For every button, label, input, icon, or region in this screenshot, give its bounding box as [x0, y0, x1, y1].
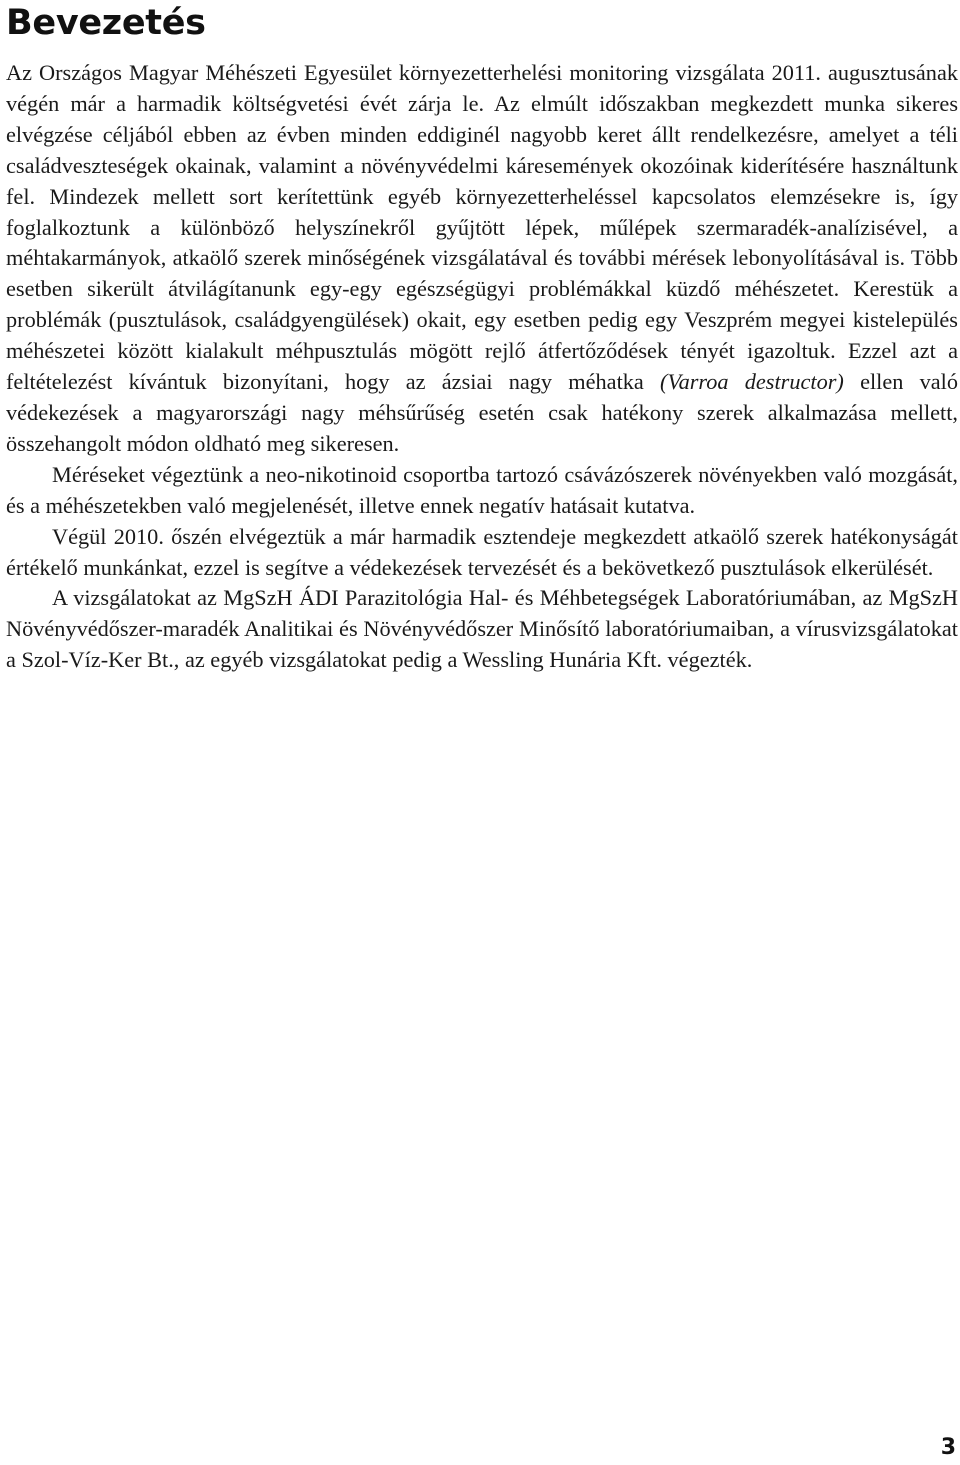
paragraph-4: A vizsgálatokat az MgSzH ÁDI Parazitológia Hal- és Méhbetegségek Laboratóriumában, az MgSzH Növényvédőszer-maradék Analitikai és Növényvédőszer Minősítő laboratóriumaiban, a vírusvizsgálatokat a Szol-Víz-Ker Bt., az egyéb vizsgálatokat pedig a Wessling Hunária Kft. végezték.: [6, 585, 958, 673]
page: [6, 0, 958, 676]
paragraph-1-text: Az Országos Magyar Méhészeti Egyesület környezetterhelési monitoring vizsgálata 2011. augusztusának végén már a harmadik költségvetési évét zárja le. Az elmúlt időszakban megkezdett munka sikeres elvégzése céljából ebben az évben minden eddiginél nagyobb keret állt rendelkezésre, amelyet a téli családveszteségek okainak, valamint a növényvédelmi káresemények okozóinak kiderítésére használtunk fel. Mindezek mellett sort kerítettünk egyéb környezetterheléssel kapcsolatos elemzésekre is, így foglalkoztunk a különböző helyszínekről gyűjtött lépek, műlépek szermaradék-analízisével, a méhtakarmányok, atkaölő szerek minőségének vizsgálatával és további mérések lebonyolításával is. Több esetben sikerült átvilágítanunk egy-egy egészségügyi problémákkal küzdő méhészetet. Kerestük a problémák (pusztulások, családgyengülések) okait, egy esetben pedig egy Veszprém megyei kistelepülés méhészetei között kialakult méhpusztulás mögött rejlő átfertőződések tényét igazoltuk. Ezzel azt a feltételezést kívántuk bizonyítani, hogy az ázsiai nagy méhatka: [6, 60, 958, 395]
paragraph-1-text-end: ellen való védekezések a magyarországi nagy méhsűrűség esetén csak hatékony szerek alkalmazása mellett, összehangolt módon oldható meg sikeresen.: [6, 369, 958, 456]
body-text: [6, 58, 958, 676]
paragraph-3: Végül 2010. őszén elvégeztük a már harmadik esztendeje megkezdett atkaölő szerek hatékonyságát értékelő munkánkat, ezzel is segítve a védekezések tervezését és a bekövetkező pusztulások elkerülését.: [6, 523, 958, 580]
page-number: 3: [940, 1435, 956, 1460]
paragraph-2: Méréseket végeztünk a neo-nikotinoid csoportba tartozó csávázószerek növényekben való mozgását, és a méhészetekben való megjelenését, illetve ennek negatív hatásait kutatva.: [6, 461, 958, 518]
species-name: (Varroa destructor): [660, 369, 844, 395]
section-heading: Bevezetés: [6, 3, 206, 43]
paragraph-1: [6, 58, 958, 460]
